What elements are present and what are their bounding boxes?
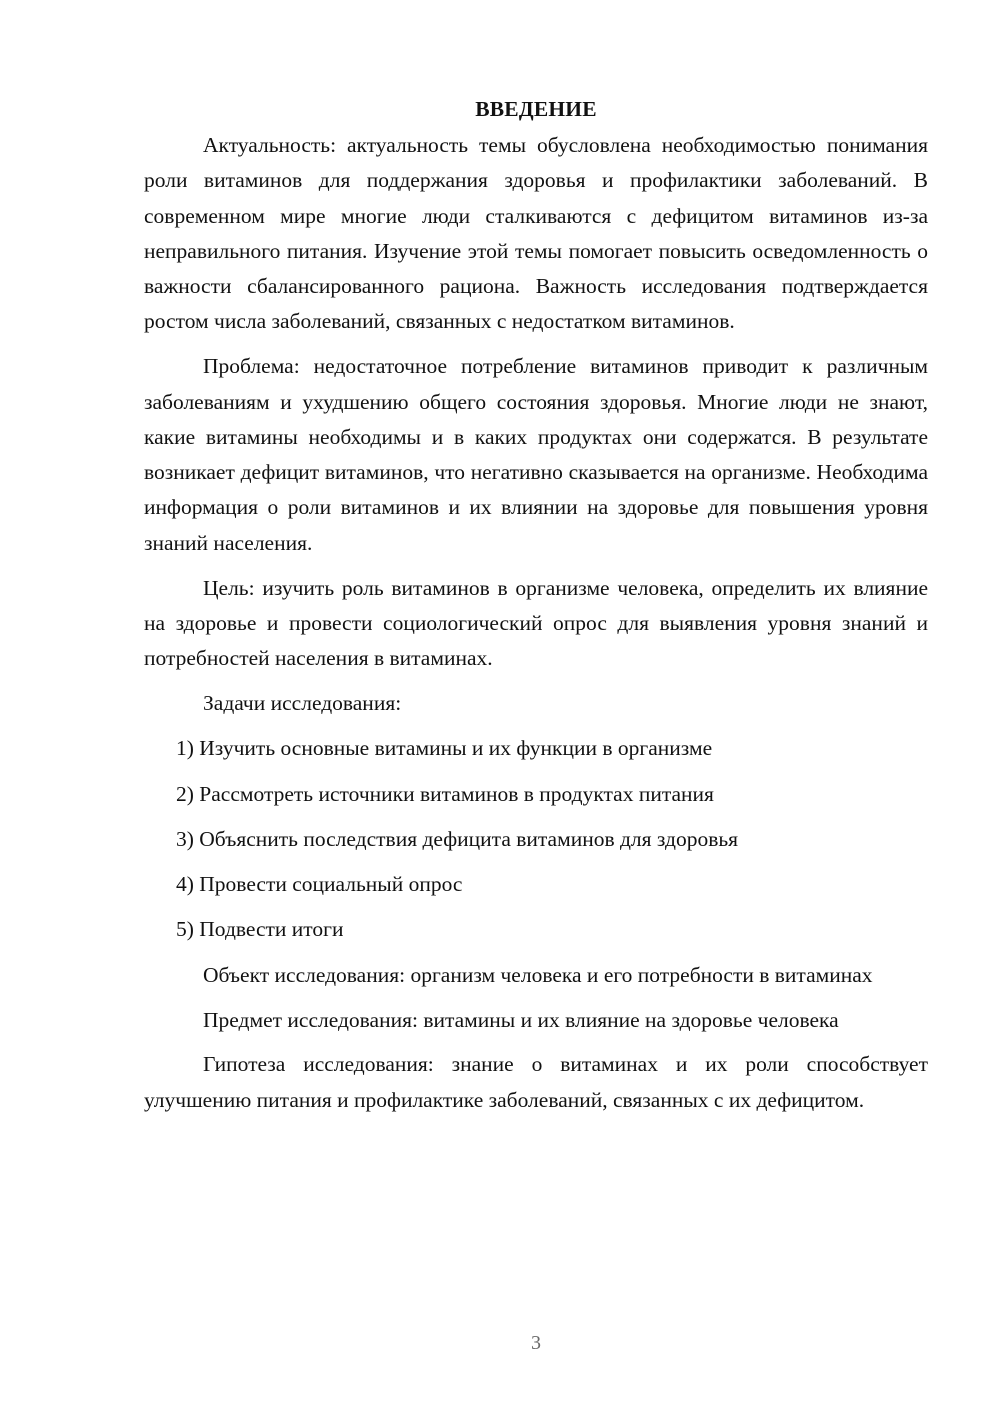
page-title: ВВЕДЕНИЕ bbox=[475, 97, 597, 121]
task-item: 1) Изучить основные витамины и их функции в организме bbox=[176, 736, 713, 761]
page-number: 3 bbox=[531, 1332, 541, 1354]
relevance-paragraph: Актуальность: актуальность темы обусловлена необходимостью понимания роли витаминов для поддержания здоровья и профилактики заболеваний. В современном мире многие люди сталкиваются с дефицитом витаминов из-за неправильного питания. Изучение этой темы помогает повысить осведомленность о важности сбалансированного рациона. Важность исследования подтверждается ростом числа заболеваний, связанных с недостатком витаминов. bbox=[144, 133, 928, 334]
task-item: 2) Рассмотреть источники витаминов в продуктах питания bbox=[176, 781, 714, 806]
tasks-heading: Задачи исследования: bbox=[203, 690, 402, 715]
object-paragraph: Объект исследования: организм человека и его потребности в витаминах bbox=[203, 962, 873, 987]
goal-paragraph: Цель: изучить роль витаминов в организме человека, определить их влияние на здоровье и провести социологический опрос для выявления уровня знаний и потребностей населения в витаминах. bbox=[144, 575, 928, 671]
task-item: 4) Провести социальный опрос bbox=[176, 872, 463, 897]
problem-paragraph: Проблема: недостаточное потребление витаминов приводит к различным заболеваниям и ухудшению общего состояния здоровья. Многие люди не знают, какие витамины необходимы и в каких продуктах они содержатся. В результате возникает дефицит витаминов, что негативно сказывается на организме. Необходима информация о роли витаминов и их влиянии на здоровье для повышения уровня знаний населения. bbox=[144, 354, 928, 555]
subject-paragraph: Предмет исследования: витамины и их влияние на здоровье человека bbox=[203, 1007, 839, 1032]
tasks-list bbox=[144, 731, 928, 947]
hypothesis-paragraph: Гипотеза исследования: знание о витаминах и их роли способствует улучшению питания и профилактике заболеваний, связанных с их дефицитом. bbox=[144, 1052, 928, 1112]
task-item: 3) Объяснить последствия дефицита витаминов для здоровья bbox=[176, 826, 739, 851]
task-item: 5) Подвести итоги bbox=[176, 917, 344, 942]
page-content bbox=[144, 92, 928, 1127]
